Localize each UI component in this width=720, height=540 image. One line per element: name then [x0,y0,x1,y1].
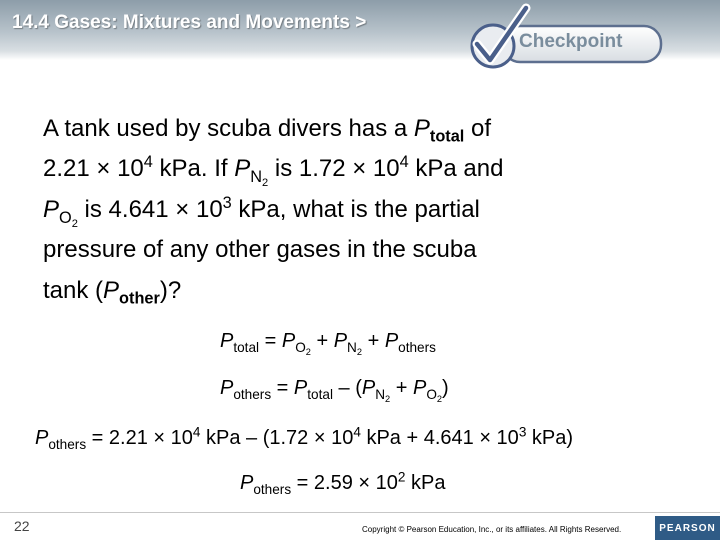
equation-1: $P_{total} = P_{O_2} + P_{N_2} + P_{others}$ [220,330,436,357]
footer-divider [0,512,720,513]
problem-line-4: pressure of any other gases in the scuba [43,236,477,263]
equation-2: $P_{others} = P_{total} - (P_{N_2} + P_{O_2})$ [220,377,449,404]
section-title[interactable]: 14.4 Gases: Mixtures and Movements > [12,12,367,33]
checkpoint-label: Checkpoint [519,31,623,52]
problem-line-3: $P_{O_2}$ is $4.641 \times 10^3$ kPa, what is the partial [43,194,480,230]
problem-line-1: A tank used by scuba divers has a $P_{total}$ of [43,115,492,146]
copyright-notice: Copyright © Pearson Education, Inc., or its affiliates. All Rights Reserved. [362,525,622,534]
pearson-logo: PEARSON [655,516,720,540]
equation-3: $P_{others} = 2.21 \times 10^4$ kPa – ($1.72 \times 10^4$ kPa + $4.641 \times 10^3$ kPa) [35,424,574,452]
page-number: 22 [14,518,30,534]
equation-4: $P_{others} = 2.59 \times 10^2$ kPa [240,469,446,497]
problem-line-2: $2.21 \times 10^4$ kPa. If $P_{N_2}$ is $1.72 \times 10^4$ kPa and [43,153,504,189]
problem-line-5: tank $(P_{other})$? [43,277,182,308]
